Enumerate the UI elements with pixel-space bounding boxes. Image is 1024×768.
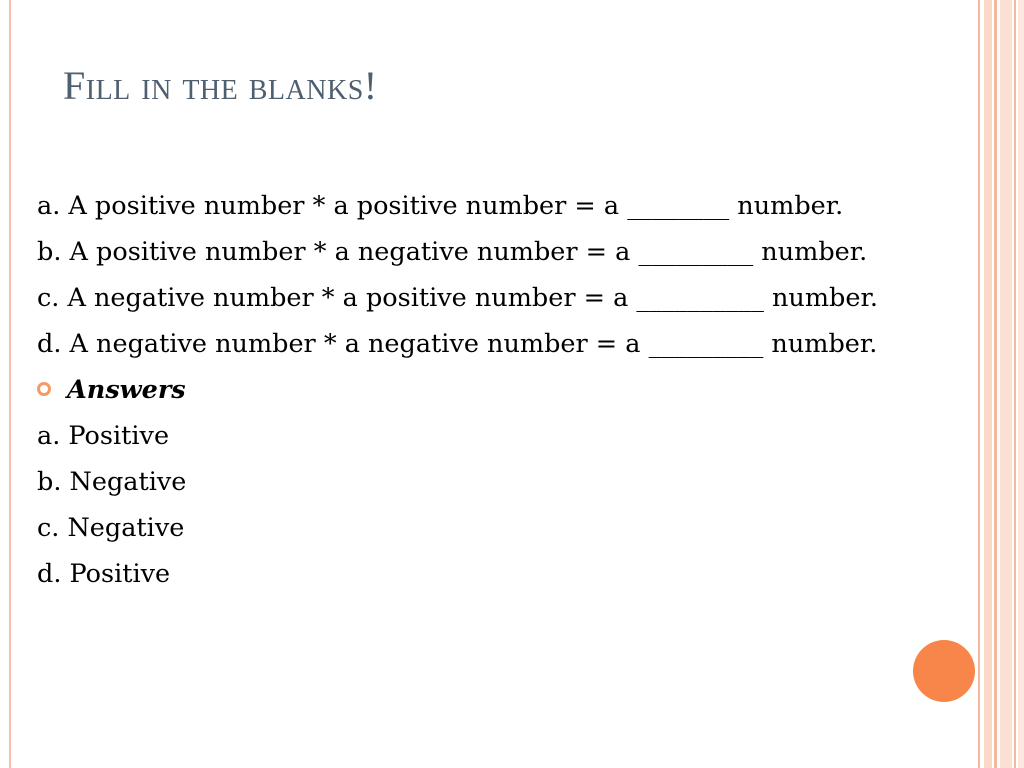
decorative-orange-circle: [913, 640, 975, 702]
slide-title: Fill in the blanks!: [63, 63, 378, 108]
right-border-stripe: [984, 0, 992, 768]
left-border-line: [9, 0, 11, 768]
question-c: c. A negative number * a positive number = a __________ number.: [37, 283, 878, 313]
question-a: a. A positive number * a positive number = a ________ number.: [37, 191, 844, 221]
right-border-stripe: [1018, 0, 1024, 768]
right-border-stripe: [1000, 0, 1012, 768]
question-b: b. A positive number * a negative number = a _________ number.: [37, 237, 868, 267]
answer-a: a. Positive: [37, 421, 170, 451]
circle-bullet-icon: [37, 382, 51, 396]
right-border-stripe: [994, 0, 997, 768]
answers-heading: [37, 367, 982, 413]
answer-d: d. Positive: [37, 559, 171, 589]
question-d: d. A negative number * a negative number = a _________ number.: [37, 329, 878, 359]
slide-body: [37, 183, 982, 597]
right-border-stripe: [1014, 0, 1016, 768]
answer-c: c. Negative: [37, 513, 185, 543]
answers-heading-label: Answers: [67, 375, 186, 405]
answer-b: b. Negative: [37, 467, 187, 497]
